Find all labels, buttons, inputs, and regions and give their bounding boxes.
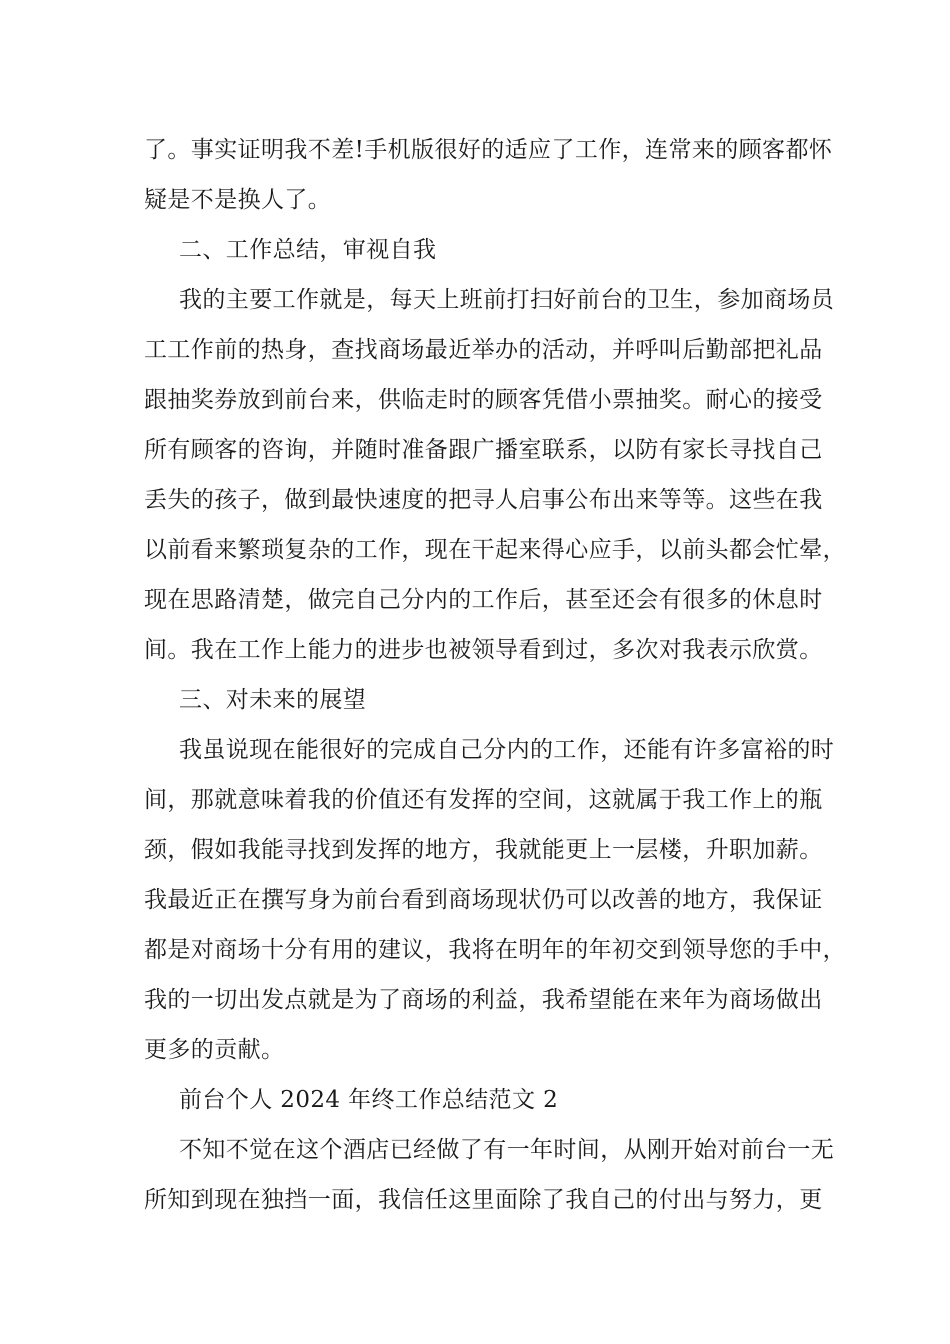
- paragraph-line: 我的一切出发点就是为了商场的利益，我希望能在来年为商场做出: [144, 987, 823, 1013]
- paragraph-line: 我的主要工作就是，每天上班前打扫好前台的卫生，参加商场员: [179, 287, 835, 313]
- paragraph-line: 都是对商场十分有用的建议，我将在明年的年初交到领导您的手中，: [144, 937, 846, 963]
- paragraph-line: 更多的贡献。: [144, 1037, 285, 1063]
- section-title: 前台个人 2024 年终工作总结范文 2: [179, 1087, 559, 1113]
- section-heading: 三、对未来的展望: [179, 687, 367, 713]
- paragraph-line: 所有顾客的咨询，并随时准备跟广播室联系，以防有家长寻找自己: [144, 437, 823, 463]
- paragraph-line: 工工作前的热身，查找商场最近举办的活动，并呼叫后勤部把礼品: [144, 337, 823, 363]
- paragraph-line: 疑是不是换人了。: [144, 187, 332, 213]
- paragraph-line: 所知到现在独挡一面，我信任这里面除了我自己的付出与努力，更: [144, 1187, 823, 1213]
- paragraph-line: 以前看来繁琐复杂的工作，现在干起来得心应手，以前头都会忙晕，: [144, 537, 846, 563]
- paragraph-line: 间。我在工作上能力的进步也被领导看到过，多次对我表示欣赏。: [144, 637, 823, 663]
- paragraph-line: 我最近正在撰写身为前台看到商场现状仍可以改善的地方，我保证: [144, 887, 823, 913]
- paragraph-line: 丢失的孩子，做到最快速度的把寻人启事公布出来等等。这些在我: [144, 487, 823, 513]
- paragraph-line: 颈，假如我能寻找到发挥的地方，我就能更上一层楼，升职加薪。: [144, 837, 823, 863]
- paragraph-line: 间，那就意味着我的价值还有发挥的空间，这就属于我工作上的瓶: [144, 787, 823, 813]
- paragraph-line: 跟抽奖券放到前台来，供临走时的顾客凭借小票抽奖。耐心的接受: [144, 387, 823, 413]
- paragraph-line: 现在思路清楚，做完自己分内的工作后，甚至还会有很多的休息时: [144, 587, 823, 613]
- paragraph-line: 不知不觉在这个酒店已经做了有一年时间，从刚开始对前台一无: [179, 1137, 835, 1163]
- paragraph-line: 我虽说现在能很好的完成自己分内的工作，还能有许多富裕的时: [179, 737, 835, 763]
- paragraph-line: 了。事实证明我不差!手机版很好的适应了工作，连常来的顾客都怀: [144, 137, 833, 163]
- section-heading: 二、工作总结，审视自我: [179, 237, 437, 263]
